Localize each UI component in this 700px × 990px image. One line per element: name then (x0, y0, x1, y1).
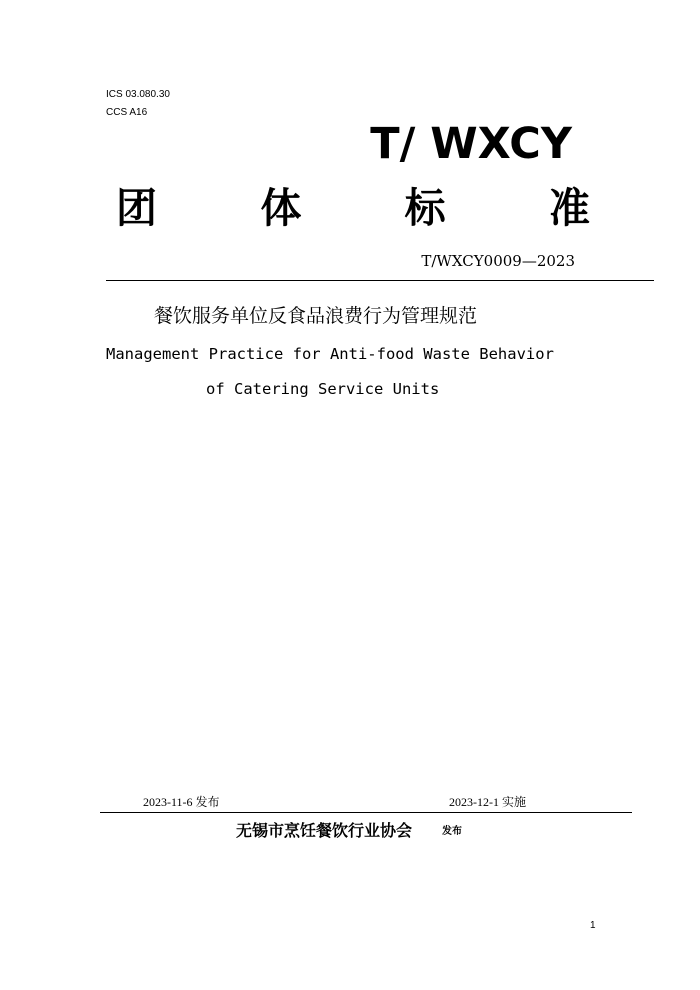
group-standard-char: 标 (404, 184, 446, 232)
classification-codes (106, 86, 170, 122)
issuer-name: 无锡市烹饪餐饮行业协会 (236, 821, 413, 840)
standard-number: T/WXCY0009—2023 (421, 252, 575, 270)
title-english-line-1: Management Practice for Anti-food Waste Behavior (106, 345, 554, 363)
header-divider (106, 280, 654, 281)
footer-divider (100, 812, 632, 813)
page-number: 1 (590, 920, 596, 931)
title-chinese: 餐饮服务单位反食品浪费行为管理规范 (154, 305, 478, 327)
group-standard-char: 团 (116, 184, 157, 232)
group-standard-char: 准 (548, 184, 590, 232)
group-standard-char: 体 (260, 184, 302, 232)
ics-code: ICS 03.080.30 (106, 89, 170, 100)
title-english-line-2: of Catering Service Units (206, 380, 440, 398)
publish-date: 2023-11-6 发布 (143, 795, 220, 809)
ccs-code: CCS A16 (106, 107, 148, 118)
implement-date: 2023-12-1 实施 (449, 795, 526, 809)
issuer-action: 发布 (442, 826, 462, 837)
group-standard-heading (116, 180, 590, 236)
standard-prefix: T/ WXCY (370, 119, 572, 169)
